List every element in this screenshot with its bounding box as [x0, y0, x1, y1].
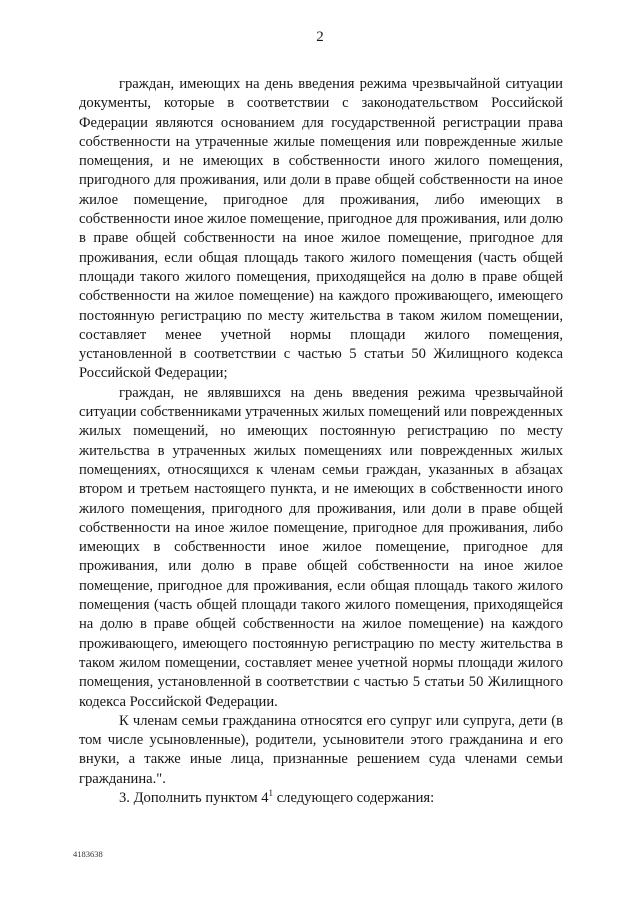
paragraph-item-3 [79, 789, 563, 808]
document-code: 4183638 [73, 849, 103, 859]
page-number: 2 [316, 29, 324, 45]
paragraph-citizens-with-documents: граждан, имеющих на день введения режима чрезвычайной ситуации документы, которые в соответствии с законодательством Российской Федерации являются основанием для государственной регистрации права собственности на утраченные жилые помещения или поврежденные жилые помещения, и не имеющих в собственности иного жилого помещения, пригодного для проживания, или доли в праве общей собственности на иное жилое помещение, пригодное для проживания, либо имеющих в собственности иное жилое помещение, пригодное для проживания, или долю в праве общей собственности на иное жилое помещение, пригодное для проживания, если общая площадь такого жилого помещения (часть общей площади такого жилого помещения, приходящейся на долю в праве общей собственности на жилое помещение) на каждого проживающего, имеющего постоянную регистрацию по месту жительства в таком жилом помещении, составляет менее учетной нормы площади жилого помещения, установленной в соответствии с частью 5 статьи 50 Жилищного кодекса Российской Федерации; [79, 76, 563, 382]
item3-text-before: 3. Дополнить пунктом 4 [119, 789, 269, 806]
item3-superscript: 1 [268, 787, 274, 798]
document-body [79, 75, 563, 808]
paragraph-family-members: К членам семьи гражданина относятся его супруг или супруга, дети (в том числе усыновленные), родители, усыновители этого гражданина и его внуки, а также иные лица, признанные решением суда членами семьи гражданина.". [79, 712, 563, 787]
paragraph-citizens-not-owners: граждан, не являвшихся на день введения режима чрезвычайной ситуации собственниками утраченных жилых помещений или поврежденных жилых помещений, но имеющих постоянную регистрацию по месту жительства в утраченных жилых помещениях или поврежденных жилых помещениях, относящихся к членам семьи граждан, указанных в абзацах втором и третьем настоящего пункта, и не имеющих в собственности иного жилого помещения, пригодного для проживания, или доли в праве общей собственности на иное жилое помещение, пригодное для проживания, либо имеющих в собственности иное жилое помещение, пригодное для проживания, или долю в праве общей собственности на иное жилое помещение, пригодное для проживания, если общая площадь такого жилого помещения (часть общей площади такого жилого помещения, приходящейся на долю в праве общей собственности на жилое помещение) на каждого проживающего, имеющего постоянную регистрацию по месту жительства в таком жилом помещении, составляет менее учетной нормы площади жилого помещения, установленной в соответствии с частью 5 статьи 50 Жилищного кодекса Российской Федерации. [79, 384, 563, 710]
item3-text-after: следующего содержания: [273, 789, 435, 806]
